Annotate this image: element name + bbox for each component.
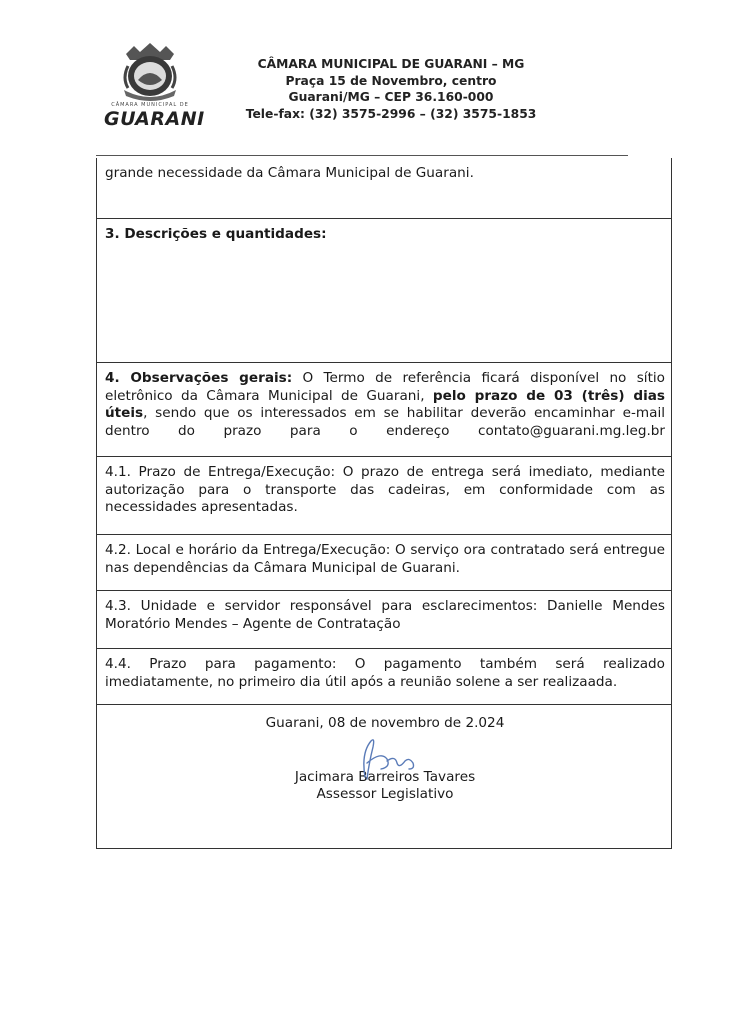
document-table	[96, 158, 672, 849]
descriptions-cell	[97, 218, 671, 362]
letterhead-text	[232, 56, 550, 122]
responsible-unit-cell	[97, 590, 671, 648]
general-notes-cell	[97, 362, 671, 456]
logo-caption: CÂMARA MUNICIPAL DE	[111, 102, 189, 108]
section-4-4-text: 4.4. Prazo para pagamento: O pagamento também será realizado imediatamente, no primeiro dia útil após a reunião solene a ser realizaada.	[105, 656, 665, 690]
signer-name: Jacimara Barreiros Tavares	[294, 768, 476, 785]
handwritten-signature	[351, 733, 423, 783]
section-4-2-text: 4.2. Local e horário da Entrega/Execução: O serviço ora contratado será entregue nas dependências da Câmara Municipal de Guarani.	[105, 542, 665, 576]
logo-wordmark: GUARANI	[104, 108, 205, 130]
municipal-logo	[104, 40, 205, 130]
city-zip-line: Guarani/MG – CEP 36.160-000	[288, 90, 494, 104]
section-4-title: 4. Observações gerais:	[105, 370, 293, 386]
address-line: Praça 15 de Novembro, centro	[285, 73, 497, 88]
signer-role: Assessor Legislativo	[316, 786, 454, 803]
institution-name: CÂMARA MUNICIPAL DE GUARANI – MG	[257, 57, 525, 71]
header-divider	[96, 155, 628, 156]
phone-line: Tele-fax: (32) 3575-2996 – (32) 3575-1853	[245, 106, 537, 121]
section-4-text-a: O Termo de referência ficará disponível no sítio eletrônico da Câmara Municipal de Guarani,	[105, 370, 665, 404]
delivery-term-cell	[97, 456, 671, 534]
section-4-1-text: 4.1. Prazo de Entrega/Execução: O prazo de entrega será imediato, mediante autorização para o transporte das cadeiras, em conformidade com as necessidades apresentadas.	[105, 464, 665, 516]
place-date: Guarani, 08 de novembro de 2.024	[265, 715, 505, 731]
delivery-location-cell	[97, 534, 671, 590]
section-4-deadline: pelo prazo de 03 (três) dias úteis	[105, 387, 665, 422]
intro-cell	[97, 158, 671, 218]
letterhead	[0, 0, 729, 160]
section-4-text-b: , sendo que os interessados em se habilitar deverão encaminhar e-mail dentro do prazo para o endereço contato@guarani.mg.leg.br	[105, 405, 665, 439]
payment-term-cell	[97, 648, 671, 704]
section-3-title: 3. Descrições e quantidades:	[105, 226, 327, 242]
intro-text: grande necessidade da Câmara Municipal de Guarani.	[105, 165, 474, 181]
signature-cell	[97, 704, 671, 848]
coat-of-arms-icon	[104, 40, 196, 102]
section-4-3-text: 4.3. Unidade e servidor responsável para esclarecimentos: Danielle Mendes Moratório Mendes – Agente de Contratação	[105, 598, 665, 632]
